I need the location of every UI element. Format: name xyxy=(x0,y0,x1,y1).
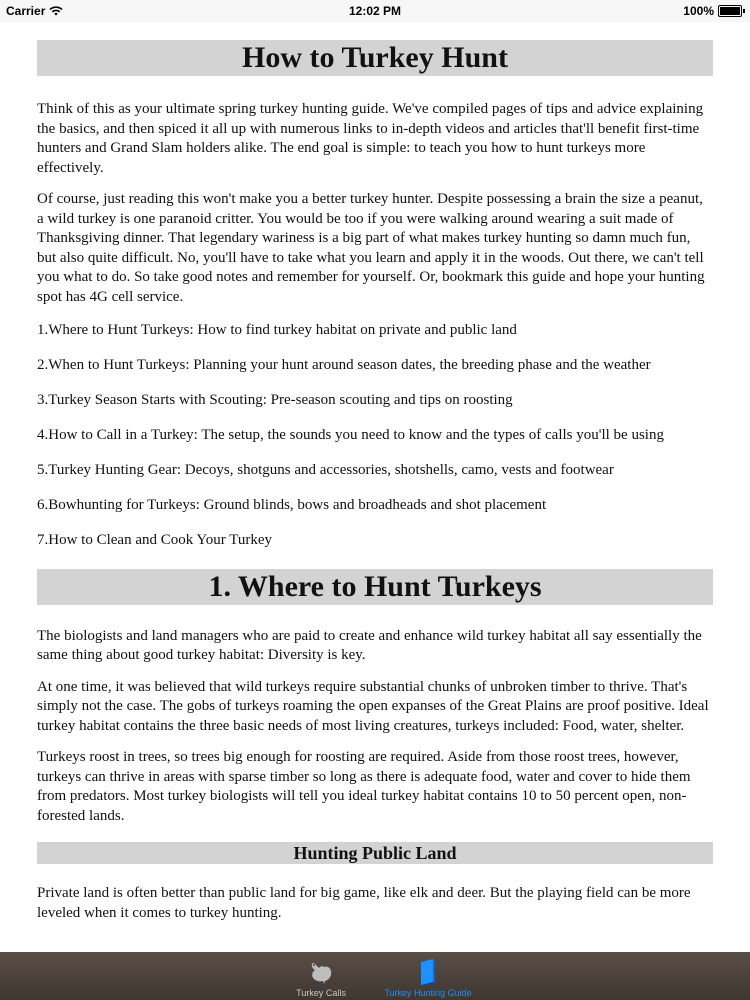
section-paragraph: At one time, it was believed that wild turkeys require substantial chunks of unbroken timber to thrive. That's simply not the case. The gobs of turkeys roaming the open expanses of the Great Plains are proof positive. Ideal turkey habitat contains the three basic needs of most living creatures, turkeys included: Food, water, shelter. xyxy=(37,678,709,734)
battery-percent: 100% xyxy=(683,4,714,18)
carrier-label: Carrier xyxy=(6,4,46,18)
section-heading: 1. Where to Hunt Turkeys xyxy=(37,569,713,605)
toc-item[interactable]: 4.How to Call in a Turkey: The setup, the sounds you need to know and the types of calls you'll be using xyxy=(37,427,664,443)
toc-item[interactable]: 2.When to Hunt Turkeys: Planning your hunt around season dates, the breeding phase and the weather xyxy=(37,357,651,373)
subsection-paragraph: Private land is often better than public land for big game, like elk and deer. But the playing field can be more leveled when it comes to turkey hunting. xyxy=(37,885,691,921)
intro-paragraph: Of course, just reading this won't make you a better turkey hunter. Despite possessing a brain the size a peanut, a wild turkey is one paranoid critter. You would be too if you were walking around wearing a suit made of Thanksgiving dinner. That legendary wariness is a big part of what makes turkey hunting so damn much fun, but also quite difficult. No, you'll have to take what you learn and apply it in the woods. Out there, we can't tell you what to do. So take good notes and remember for yourself. Or, bookmark this guide and hope your hunting spot has 4G cell service. xyxy=(37,191,705,305)
toc-item[interactable]: 7.How to Clean and Cook Your Turkey xyxy=(37,532,273,548)
section-paragraph: The biologists and land managers who are paid to create and enhance wild turkey habitat all say essentially the same thing about good turkey habitat: Diversity is key. xyxy=(37,627,702,663)
tab-label: Turkey Calls xyxy=(296,988,346,998)
turkey-icon xyxy=(308,958,334,986)
tab-label: Turkey Hunting Guide xyxy=(384,988,472,998)
battery-icon xyxy=(718,5,742,17)
toc-item[interactable]: 5.Turkey Hunting Gear: Decoys, shotguns and accessories, shotshells, camo, vests and footwear xyxy=(37,462,614,478)
tab-turkey-calls[interactable] xyxy=(276,952,366,1000)
book-icon xyxy=(415,958,441,986)
toc-item[interactable]: 3.Turkey Season Starts with Scouting: Pre-season scouting and tips on roosting xyxy=(37,392,513,408)
clock: 12:02 PM xyxy=(348,4,402,18)
table-of-contents xyxy=(37,321,713,551)
subsection-heading: Hunting Public Land xyxy=(37,842,713,864)
tab-bar xyxy=(0,952,750,1000)
section-paragraph: Turkeys roost in trees, so trees big enough for roosting are required. Aside from those roost trees, however, turkeys can thrive in areas with sparse timber so long as there is adequate food, water and cover to hide them from predators. Most turkey biologists will tell you ideal turkey habitat contains 10 to 50 percent open, non-forested lands. xyxy=(37,749,691,824)
article-scroll-view[interactable] xyxy=(0,22,750,952)
intro-paragraph: Think of this as your ultimate spring turkey hunting guide. We've compiled pages of tips and advice explaining the basics, and then spiced it all up with numerous links to in-depth videos and articles that'll benefit first-time hunters and Grand Slam holders alike. The end goal is simple: to teach you how to hunt turkeys more effectively. xyxy=(37,101,704,176)
toc-item[interactable]: 6.Bowhunting for Turkeys: Ground blinds, bows and broadheads and shot placement xyxy=(37,497,547,513)
tab-turkey-hunting-guide[interactable] xyxy=(383,952,473,1000)
status-bar xyxy=(0,0,750,22)
toc-item[interactable]: 1.Where to Hunt Turkeys: How to find turkey habitat on private and public land xyxy=(37,322,517,338)
page-title: How to Turkey Hunt xyxy=(37,40,713,76)
